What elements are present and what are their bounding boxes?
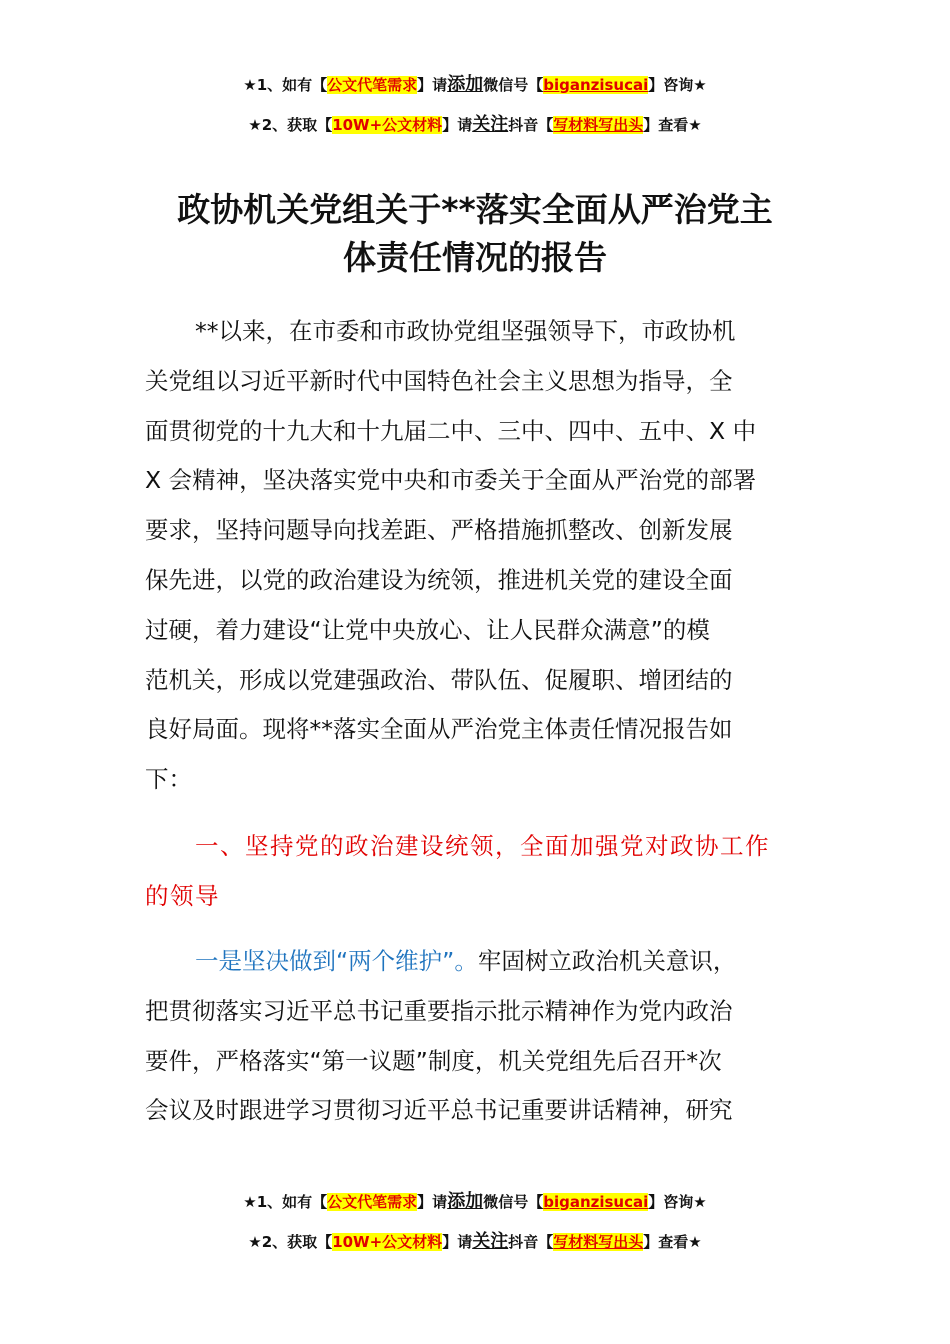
promo-highlight: 公文代笔需求 xyxy=(327,1193,418,1211)
promo-line-1 xyxy=(0,70,950,96)
text-line: 要件，严格落实“第一议题”制度，机关党组先后召开*次 xyxy=(145,1046,722,1075)
paragraph-point-1 xyxy=(145,937,825,1136)
douyin-id: 写材料写出头 xyxy=(553,1233,644,1251)
section-heading-1 xyxy=(145,822,825,922)
douyin-id: 写材料写出头 xyxy=(553,116,644,134)
promo-text: 抖音【 xyxy=(508,1233,554,1251)
text-line: 面贯彻党的十九大和十九届二中、三中、四中、五中、X 中 xyxy=(145,416,757,445)
promo-text: 】请 xyxy=(442,116,473,134)
promo-emphasis: 关注 xyxy=(472,1231,509,1252)
wechat-id: biganzisucai xyxy=(543,76,649,94)
point-lead: 一是坚决做到“两个维护”。 xyxy=(195,947,478,975)
promo-text: ★2、获取【 xyxy=(248,116,333,134)
text-line: 关党组以习近平新时代中国特色社会主义思想为指导，全 xyxy=(145,366,733,395)
heading-line: 一、坚持党的政治建设统领，全面加强党对政协工作 xyxy=(195,832,770,860)
title-line: 体责任情况的报告 xyxy=(343,238,607,277)
promo-text: 】咨询★ xyxy=(648,1193,707,1211)
text-line: 良好局面。现将**落实全面从严治党主体责任情况报告如 xyxy=(145,715,733,744)
text-line: 范机关，形成以党建强政治、带队伍、促履职、增团结的 xyxy=(145,665,733,694)
promo-text: 抖音【 xyxy=(508,116,554,134)
promo-highlight: 公文代笔需求 xyxy=(327,76,418,94)
promo-text: 微信号【 xyxy=(483,76,544,94)
title-line: 政协机关党组关于**落实全面从严治党主 xyxy=(177,190,773,229)
promo-text: 微信号【 xyxy=(483,1193,544,1211)
promo-text: 】请 xyxy=(417,76,448,94)
promo-text: 】查看★ xyxy=(643,1233,702,1251)
promo-emphasis: 关注 xyxy=(472,114,509,135)
promo-text: 】查看★ xyxy=(643,116,702,134)
text-line: 要求，坚持问题导向找差距、严格措施抓整改、创新发展 xyxy=(145,516,733,545)
footer-promo-line-1 xyxy=(0,1187,950,1213)
text-line: 保先进，以党的政治建设为统领，推进机关党的建设全面 xyxy=(145,565,733,594)
promo-highlight: 10W+公文材料 xyxy=(332,1233,443,1251)
promo-text: 】咨询★ xyxy=(648,76,707,94)
promo-emphasis: 添加 xyxy=(447,74,484,95)
wechat-id: biganzisucai xyxy=(543,1193,649,1211)
promo-text: ★2、获取【 xyxy=(248,1233,333,1251)
text-line: 把贯彻落实习近平总书记重要指示批示精神作为党内政治 xyxy=(145,996,733,1025)
text-line: 过硬，着力建设“让党中央放心、让人民群众满意”的模 xyxy=(145,615,710,644)
text-line: X 会精神，坚决落实党中央和市委关于全面从严治党的部署 xyxy=(145,466,757,495)
promo-highlight: 10W+公文材料 xyxy=(332,116,443,134)
promo-text: ★1、如有【 xyxy=(243,76,328,94)
promo-emphasis: 添加 xyxy=(447,1191,484,1212)
promo-text: ★1、如有【 xyxy=(243,1193,328,1211)
paragraph-intro xyxy=(145,307,825,805)
text-line: 下： xyxy=(145,765,192,794)
footer-promo-line-2 xyxy=(0,1227,950,1253)
text-line: **以来，在市委和市政协党组坚强领导下，市政协机 xyxy=(195,317,736,345)
promo-text: 】请 xyxy=(442,1233,473,1251)
text-line: 牢固树立政治机关意识， xyxy=(477,947,737,975)
heading-line: 的领导 xyxy=(145,881,220,910)
promo-text: 】请 xyxy=(417,1193,448,1211)
promo-line-2 xyxy=(0,110,950,136)
text-line: 会议及时跟进学习贯彻习近平总书记重要讲话精神，研究 xyxy=(145,1096,733,1125)
document-title xyxy=(0,186,950,282)
